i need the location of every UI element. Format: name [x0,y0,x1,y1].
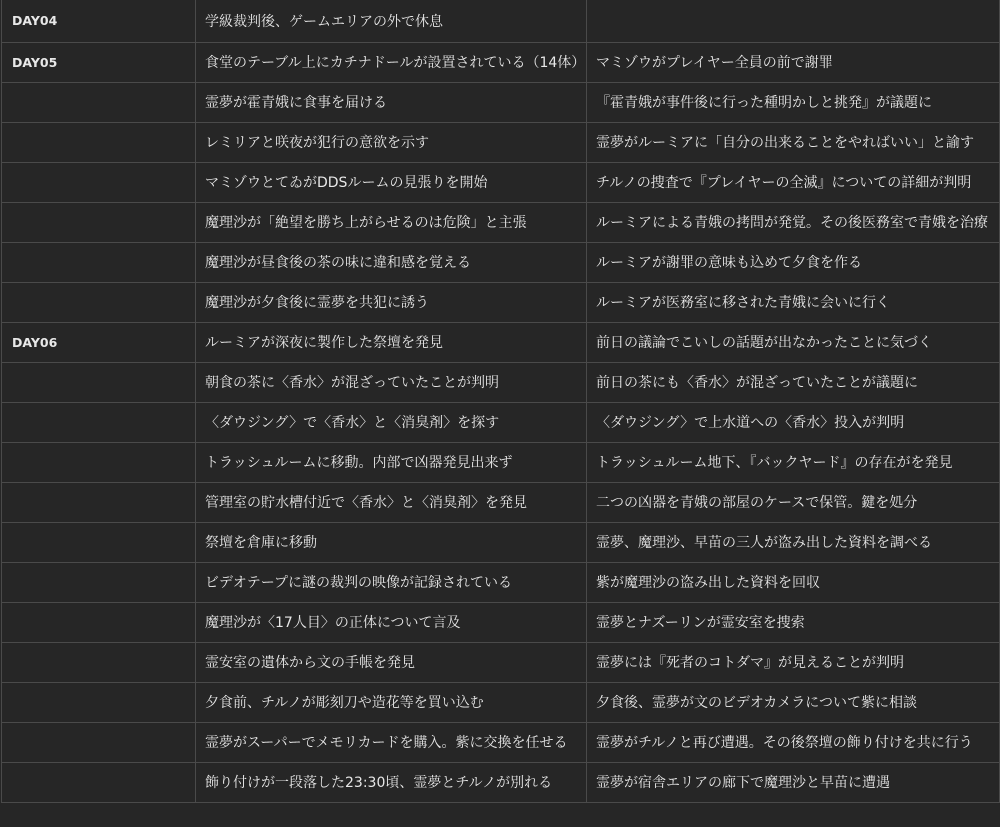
event-cell: 二つの凶器を青娥の部屋のケースで保管。鍵を処分 [587,482,1000,522]
event-cell: チルノの捜査で『プレイヤーの全滅』についての詳細が判明 [587,162,1000,202]
day-cell [2,682,196,722]
event-cell: 祭壇を倉庫に移動 [196,522,587,562]
event-cell: 朝食の茶に〈香水〉が混ざっていたことが判明 [196,362,587,402]
day-cell [2,442,196,482]
event-cell: 魔理沙が昼食後の茶の味に違和感を覚える [196,242,587,282]
event-cell: 食堂のテーブル上にカチナドールが設置されている（14体） [196,42,587,82]
event-cell: 夕食後、霊夢が文のビデオカメラについて紫に相談 [587,682,1000,722]
table-row [2,402,1000,442]
day-cell [2,82,196,122]
table-row [2,602,1000,642]
table-row [2,42,1000,82]
event-cell: 紫が魔理沙の盗み出した資料を回収 [587,562,1000,602]
event-cell: 学級裁判後、ゲームエリアの外で休息 [196,0,587,42]
event-cell: トラッシュルームに移動。内部で凶器発見出来ず [196,442,587,482]
table-row [2,562,1000,602]
event-cell: 魔理沙が「絶望を勝ち上がらせるのは危険」と主張 [196,202,587,242]
table-row [2,82,1000,122]
table-row [2,722,1000,762]
event-cell: 霊夢がスーパーでメモリカードを購入。紫に交換を任せる [196,722,587,762]
event-cell: 魔理沙が夕食後に霊夢を共犯に誘う [196,282,587,322]
timeline-table [1,0,1000,803]
event-cell: 霊夢が霍青娥に食事を届ける [196,82,587,122]
event-cell: ルーミアによる青娥の拷問が発覚。その後医務室で青娥を治療 [587,202,1000,242]
table-row [2,122,1000,162]
table-row [2,242,1000,282]
event-cell: ルーミアが深夜に製作した祭壇を発見 [196,322,587,362]
table-row [2,522,1000,562]
event-cell: マミゾウがプレイヤー全員の前で謝罪 [587,42,1000,82]
event-cell: 霊夢には『死者のコトダマ』が見えることが判明 [587,642,1000,682]
day-cell [2,202,196,242]
table-row [2,482,1000,522]
event-cell [587,0,1000,42]
event-cell: 霊夢、魔理沙、早苗の三人が盗み出した資料を調べる [587,522,1000,562]
table-row [2,202,1000,242]
event-cell: レミリアと咲夜が犯行の意欲を示す [196,122,587,162]
table-row [2,682,1000,722]
table-row [2,642,1000,682]
event-cell: 管理室の貯水槽付近で〈香水〉と〈消臭剤〉を発見 [196,482,587,522]
day-cell [2,402,196,442]
table-row [2,762,1000,802]
day-cell: DAY04 [2,0,196,42]
event-cell: 霊夢とナズーリンが霊安室を捜索 [587,602,1000,642]
day-cell [2,522,196,562]
event-cell: ルーミアが謝罪の意味も込めて夕食を作る [587,242,1000,282]
day-cell [2,122,196,162]
day-cell [2,242,196,282]
day-cell [2,642,196,682]
day-cell: DAY05 [2,42,196,82]
event-cell: 〈ダウジング〉で上水道への〈香水〉投入が判明 [587,402,1000,442]
event-cell: マミゾウとてゐがDDSルームの見張りを開始 [196,162,587,202]
event-cell: 前日の茶にも〈香水〉が混ざっていたことが議題に [587,362,1000,402]
table-row [2,322,1000,362]
table-row [2,162,1000,202]
day-cell [2,562,196,602]
event-cell: 霊夢がルーミアに「自分の出来ることをやればいい」と諭す [587,122,1000,162]
event-cell: トラッシュルーム地下、『バックヤード』の存在がを発見 [587,442,1000,482]
event-cell: ビデオテープに謎の裁判の映像が記録されている [196,562,587,602]
event-cell: 霊安室の遺体から文の手帳を発見 [196,642,587,682]
table-row [2,362,1000,402]
event-cell: 霊夢がチルノと再び遭遇。その後祭壇の飾り付けを共に行う [587,722,1000,762]
day-cell [2,762,196,802]
event-cell: 霊夢が宿舎エリアの廊下で魔理沙と早苗に遭遇 [587,762,1000,802]
timeline-body [2,0,1000,802]
event-cell: 夕食前、チルノが彫刻刀や造花等を買い込む [196,682,587,722]
day-cell: DAY06 [2,322,196,362]
day-cell [2,482,196,522]
event-cell: 飾り付けが一段落した23:30頃、霊夢とチルノが別れる [196,762,587,802]
event-cell: 魔理沙が〈17人目〉の正体について言及 [196,602,587,642]
event-cell: 前日の議論でこいしの話題が出なかったことに気づく [587,322,1000,362]
day-cell [2,602,196,642]
day-cell [2,162,196,202]
table-row [2,0,1000,42]
day-cell [2,722,196,762]
day-cell [2,362,196,402]
table-row [2,282,1000,322]
table-row [2,442,1000,482]
event-cell: 『霍青娥が事件後に行った種明かしと挑発』が議題に [587,82,1000,122]
event-cell: 〈ダウジング〉で〈香水〉と〈消臭剤〉を探す [196,402,587,442]
event-cell: ルーミアが医務室に移された青娥に会いに行く [587,282,1000,322]
day-cell [2,282,196,322]
